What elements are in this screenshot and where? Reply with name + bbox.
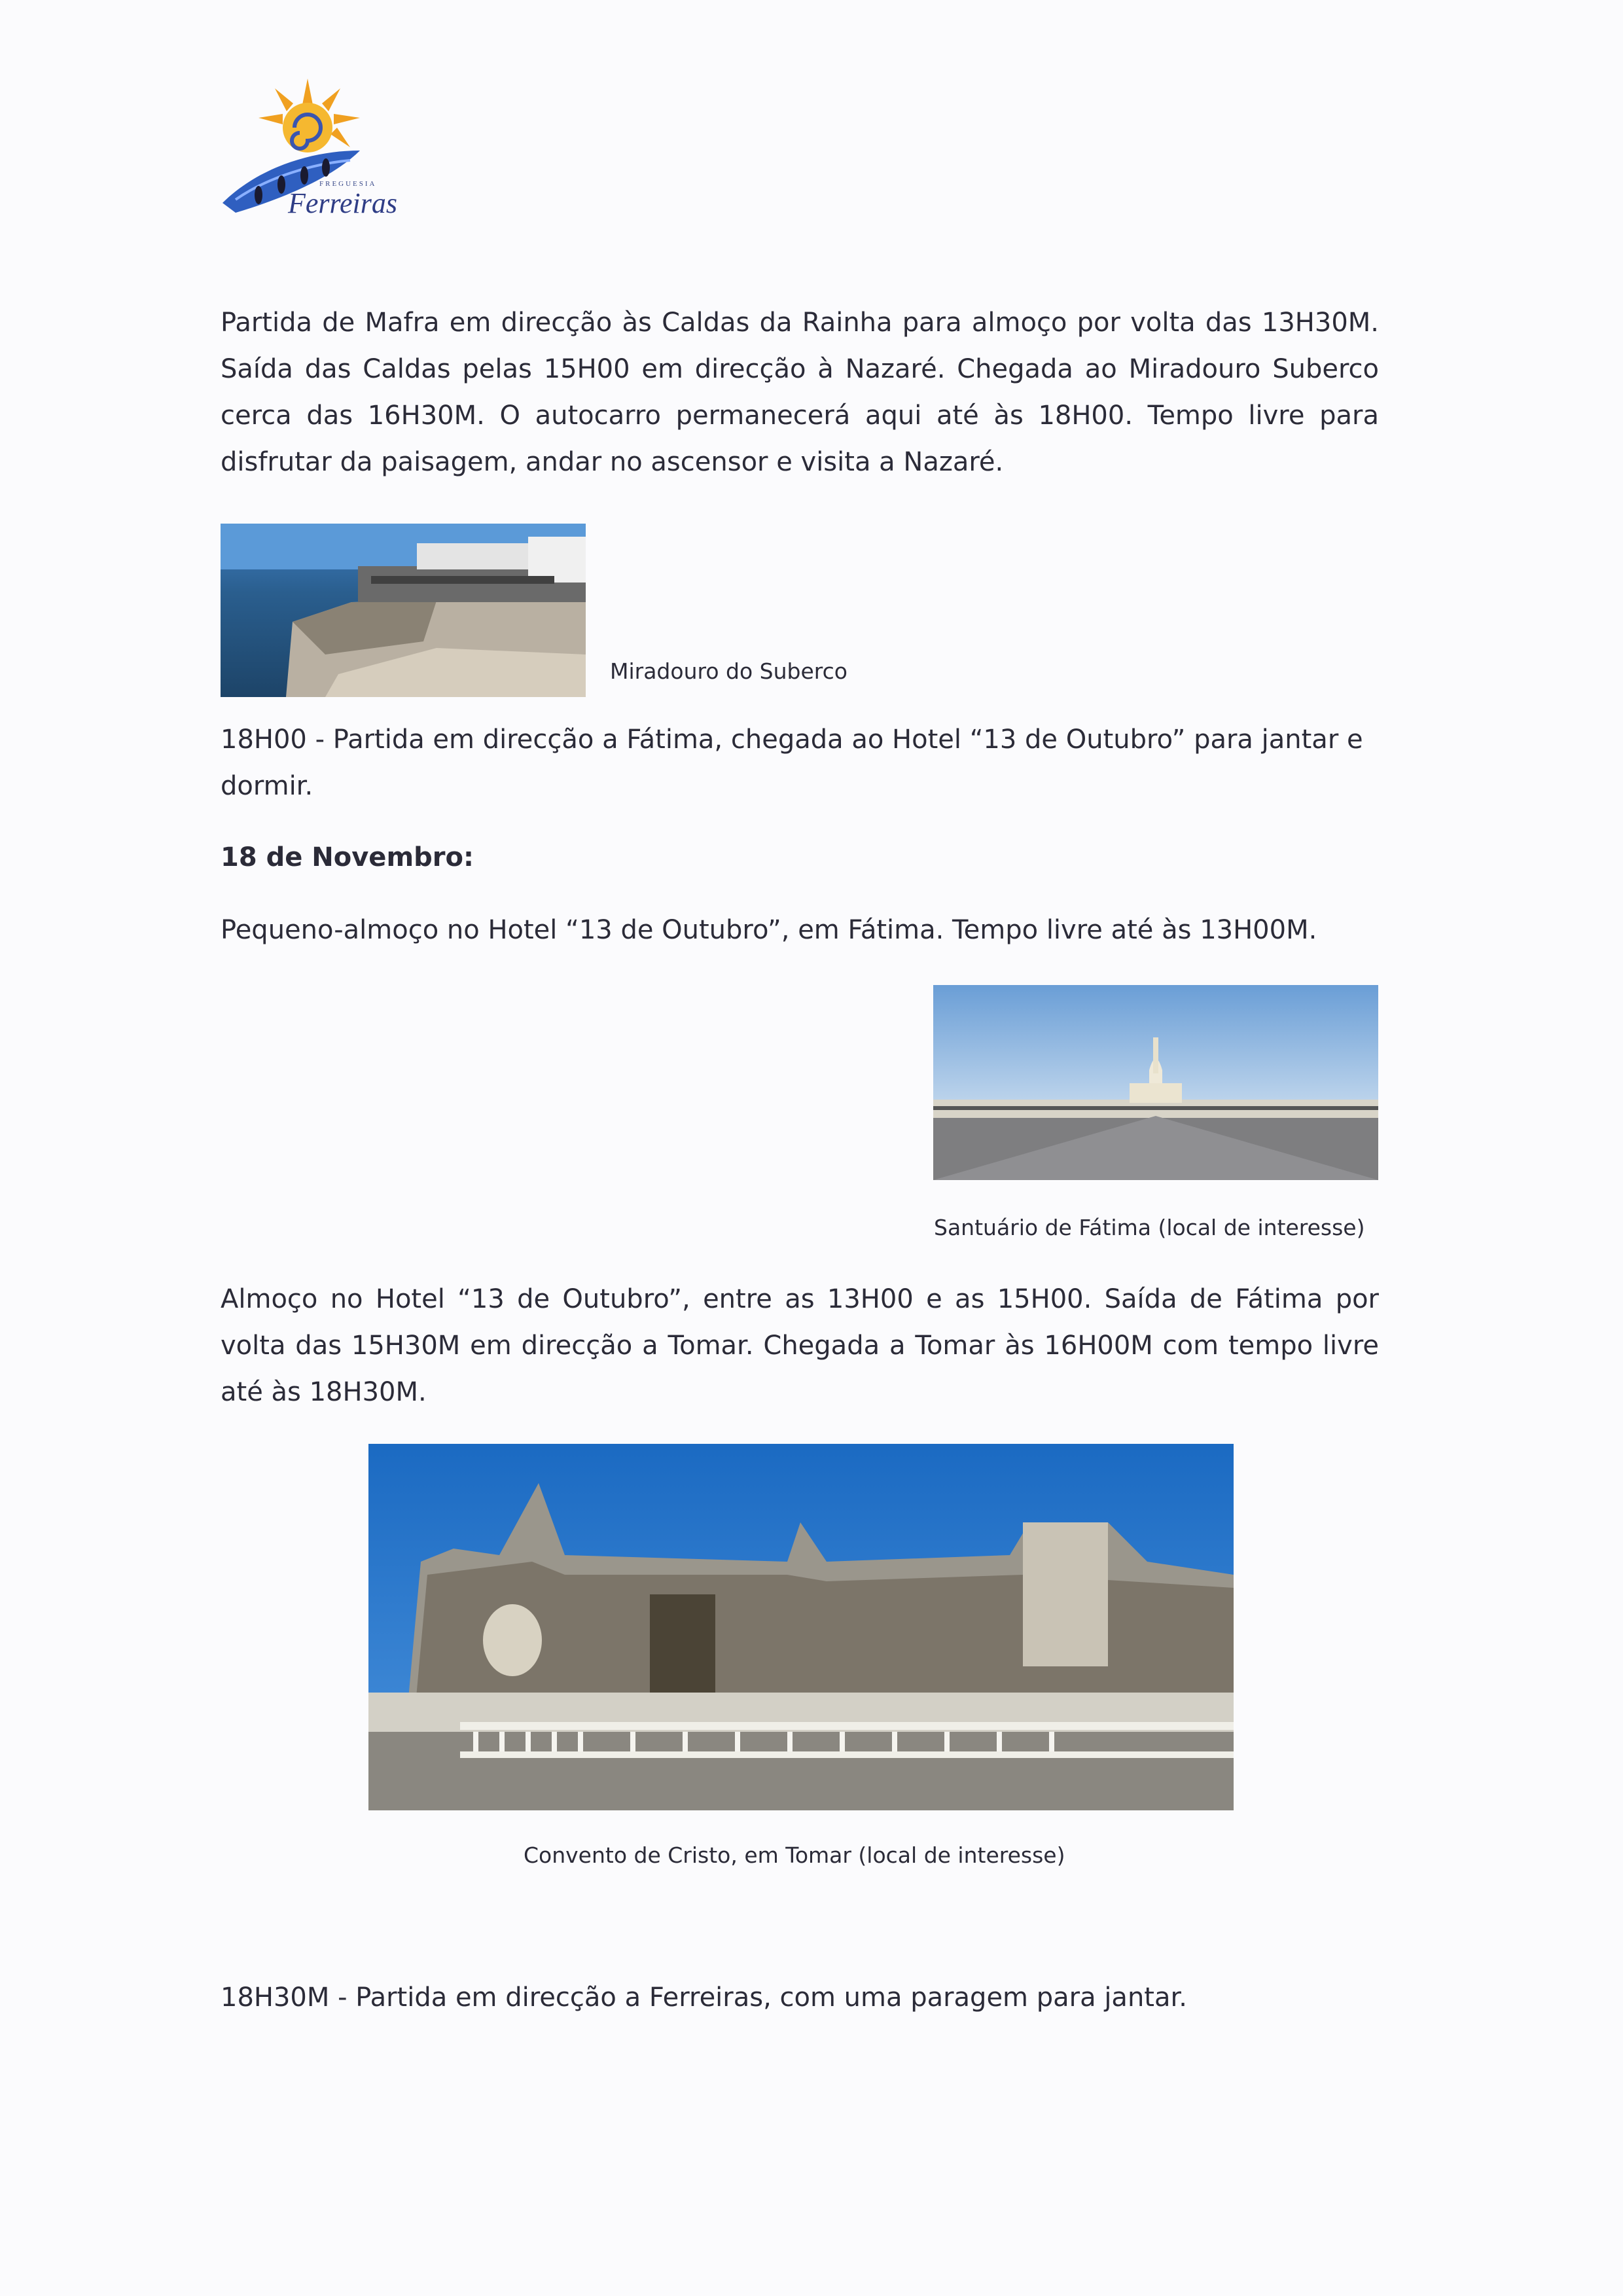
paragraph-almoco-tomar: Almoço no Hotel “13 de Outubro”, entre as 13H00 e as 15H00. Saída de Fátima por volta das 15H30M em direcção a Tomar. Chegada a Tomar às 16H00M com tempo livre até às 18H30M. [221, 1284, 1379, 1407]
paragraph-partida-fatima: 18H00 - Partida em direcção a Fátima, chegada ao Hotel “13 de Outubro” para jantar e dormir. [221, 725, 1363, 801]
day-heading: 18 de Novembro: [221, 842, 474, 872]
fatima-photo [933, 985, 1378, 1180]
paragraph-pequeno-almoco: Pequeno-almoço no Hotel “13 de Outubro”, em Fátima. Tempo livre até às 13H00M. [221, 915, 1317, 945]
convento-cristo-photo [368, 1444, 1234, 1810]
caption-fatima: Santuário de Fátima (local de interesse) [934, 1215, 1365, 1240]
logo-small-text: FREGUESIA [319, 180, 377, 188]
logo-name: Ferreiras [288, 187, 398, 219]
paragraph-partida-ferreiras: 18H30M - Partida em direcção a Ferreiras, com uma paragem para jantar. [221, 1982, 1187, 2013]
caption-tomar: Convento de Cristo, em Tomar (local de interesse) [524, 1842, 1065, 1868]
miradouro-photo [221, 524, 586, 697]
caption-miradouro: Miradouro do Suberco [610, 658, 847, 684]
paragraph-mafra-nazare: Partida de Mafra em direcção às Caldas da Rainha para almoço por volta das 13H30M. Saída das Caldas pelas 15H00 em direcção à Nazaré. Chegada ao Miradouro Suberco cerca das 16H30M. O autocarro permanecerá aqui até às 18H00. Tempo livre para disfrutar da paisagem, andar no ascensor e visita a Nazaré. [221, 308, 1379, 477]
